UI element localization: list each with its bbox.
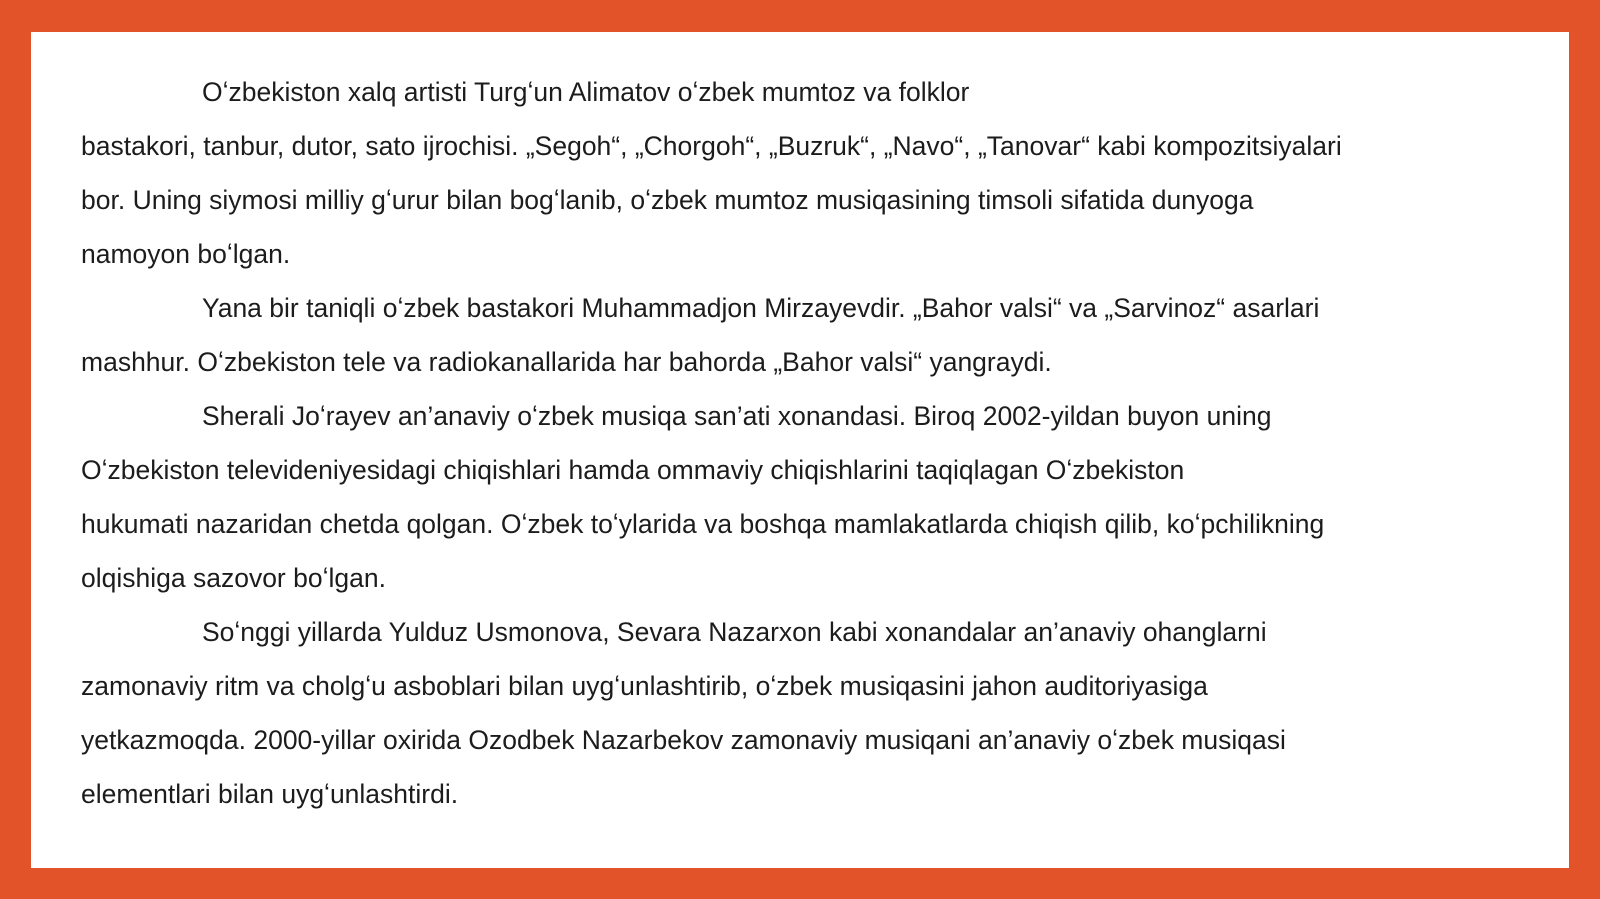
text-line: elementlari bilan uygʻunlashtirdi. (81, 779, 459, 809)
text-line: Soʻnggi yillarda Yulduz Usmonova, Sevara Nazarxon kabi xonandalar an’anaviy ohanglarni (202, 617, 1267, 647)
text-line: Yana bir taniqli oʻzbek bastakori Muhammadjon Mirzayevdir. „Bahor valsi“ va „Sarvinoz“ asarlari (202, 293, 1320, 323)
paragraph-modern-singers (81, 605, 1541, 821)
paragraph-alimatov (81, 65, 1541, 281)
text-line: mashhur. Oʻzbekiston tele va radiokanallarida har bahorda „Bahor valsi“ yangraydi. (81, 347, 1052, 377)
text-line: namoyon boʻlgan. (81, 239, 291, 269)
slide-content (31, 32, 1569, 868)
text-line: zamonaviy ritm va cholgʻu asboblari bilan uygʻunlashtirib, oʻzbek musiqasini jahon auditoriyasiga (81, 671, 1208, 701)
text-line: hukumati nazaridan chetda qolgan. Oʻzbek toʻylarida va boshqa mamlakatlarda chiqish qilib, koʻpchilikning (81, 509, 1325, 539)
text-line: Oʻzbekiston xalq artisti Turgʻun Alimatov oʻzbek mumtoz va folklor (202, 77, 970, 107)
paragraph-jorayev (81, 389, 1541, 605)
text-line: olqishiga sazovor boʻlgan. (81, 563, 386, 593)
text-line: Sherali Joʻrayev an’anaviy oʻzbek musiqa san’ati xonandasi. Biroq 2002-yildan buyon uning (202, 401, 1272, 431)
text-line: bastakori, tanbur, dutor, sato ijrochisi. „Segoh“, „Chorgoh“, „Buzruk“, „Navo“, „Tanovar“ kabi kompozitsiyalari (81, 131, 1342, 161)
body-text (81, 65, 1541, 821)
paragraph-mirzayev (81, 281, 1541, 389)
text-line: yetkazmoqda. 2000-yillar oxirida Ozodbek Nazarbekov zamonaviy musiqani an’anaviy oʻzbek musiqasi (81, 725, 1286, 755)
text-line: bor. Uning siymosi milliy gʻurur bilan bogʻlanib, oʻzbek mumtoz musiqasining timsoli sifatida dunyoga (81, 185, 1254, 215)
text-line: Oʻzbekiston televideniyesidagi chiqishlari hamda ommaviy chiqishlarini taqiqlagan Oʻzbekiston (81, 455, 1185, 485)
